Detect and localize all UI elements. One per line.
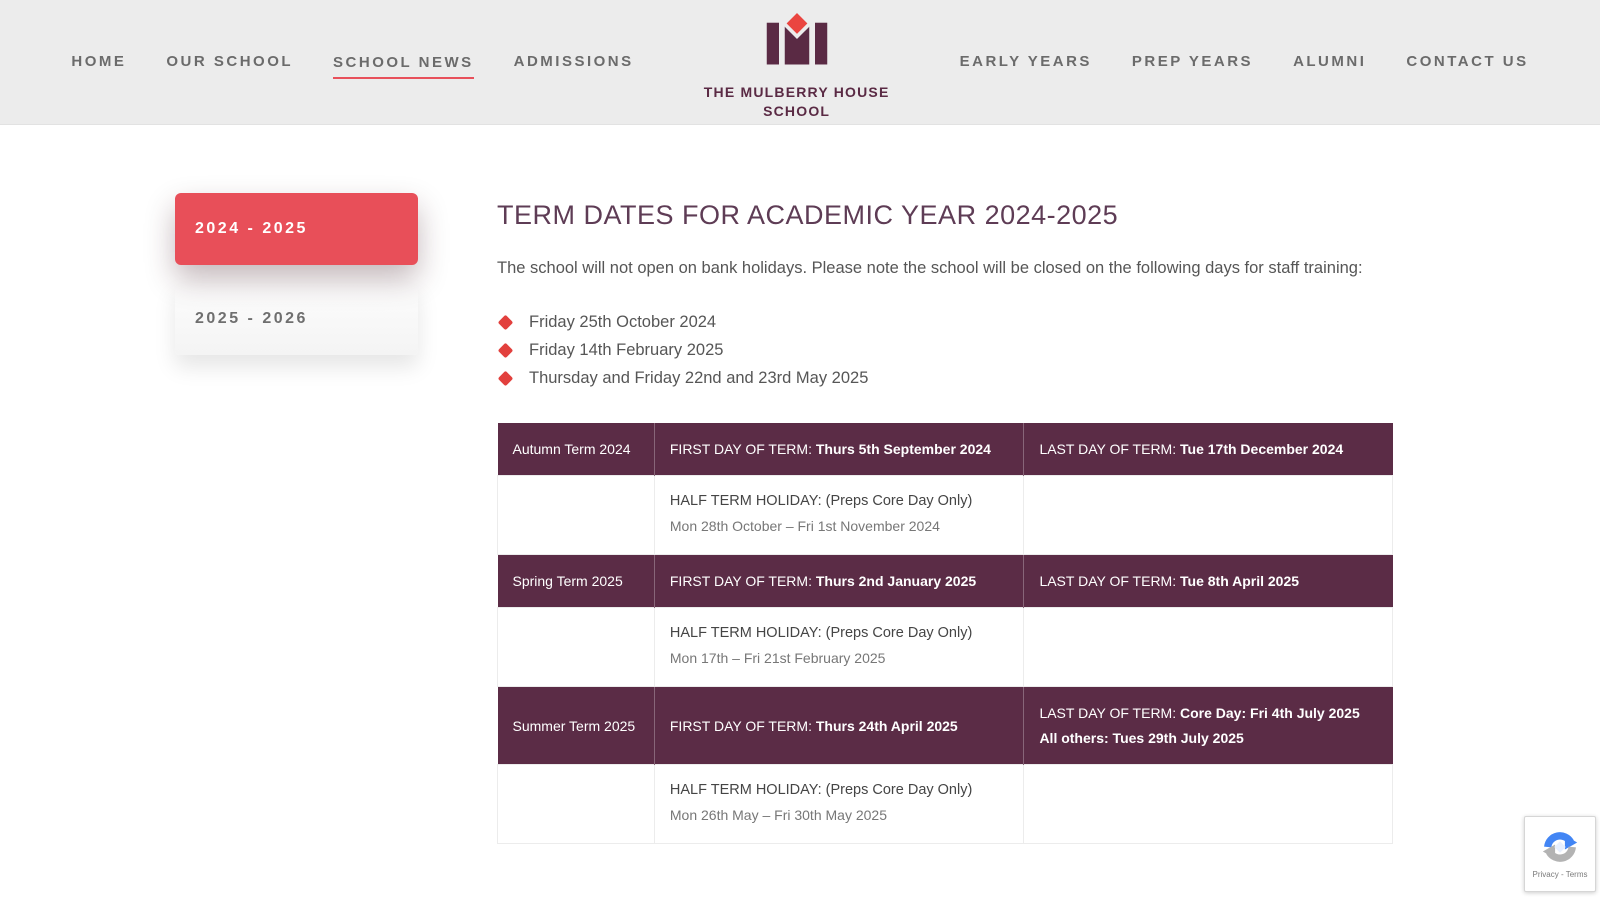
nav-item-our-school[interactable]: OUR SCHOOL <box>166 52 294 70</box>
recaptcha-privacy-terms-link[interactable]: Privacy - Terms <box>1532 870 1588 879</box>
half-term-title: HALF TERM HOLIDAY: (Preps Core Day Only) <box>669 782 973 798</box>
last-day-value: Tue 17th December 2024 <box>1180 441 1344 457</box>
half-term-dates: Mon 28th October – Fri 1st November 2024 <box>669 518 940 534</box>
nav-item-early-years[interactable]: EARLY YEARS <box>959 52 1092 70</box>
half-term-cell <box>654 476 1024 555</box>
logo-name-line1: THE MULBERRY HOUSE <box>703 84 890 101</box>
logo-text <box>704 83 890 121</box>
diamond-bullet-icon <box>498 342 514 358</box>
nav-item-prep-years[interactable]: PREP YEARS <box>1131 52 1254 70</box>
half-term-cell <box>654 608 1024 687</box>
site-header <box>0 0 1600 125</box>
list-item <box>497 364 1393 392</box>
diamond-bullet-icon <box>498 314 514 330</box>
term-name-cell: Autumn Term 2024 <box>498 423 655 476</box>
term-name-cell: Summer Term 2025 <box>498 687 655 765</box>
last-day-value-core: Core Day: Fri 4th July 2025 <box>1180 705 1360 721</box>
closure-day-text: Thursday and Friday 22nd and 23rd May 2025 <box>529 369 869 387</box>
half-term-title: HALF TERM HOLIDAY: (Preps Core Day Only) <box>669 493 973 509</box>
year-button-2025-2026[interactable]: 2025 - 2026 <box>175 283 418 355</box>
school-logo[interactable] <box>702 3 892 121</box>
half-term-dates: Mon 26th May – Fri 30th May 2025 <box>669 807 887 823</box>
nav-item-contact-us[interactable]: CONTACT US <box>1406 52 1529 70</box>
nav-item-home[interactable]: HOME <box>71 52 127 70</box>
first-day-cell <box>654 423 1024 476</box>
half-term-cell <box>654 765 1024 844</box>
empty-cell <box>1024 608 1393 687</box>
term-name-cell: Spring Term 2025 <box>498 555 655 608</box>
empty-cell <box>498 765 655 844</box>
recaptcha-icon <box>1542 829 1578 865</box>
first-day-value: Thurs 2nd January 2025 <box>815 573 977 589</box>
closure-day-text: Friday 25th October 2024 <box>529 313 717 331</box>
nav-item-school-news[interactable]: SCHOOL NEWS <box>333 54 474 79</box>
mulberry-m-icon <box>761 3 833 77</box>
nav-item-admissions[interactable]: ADMISSIONS <box>513 52 634 70</box>
last-day-cell <box>1024 423 1393 476</box>
table-row-summer-half-term <box>498 765 1393 844</box>
first-day-value: Thurs 5th September 2024 <box>815 441 991 457</box>
last-day-label: LAST DAY OF TERM: <box>1039 573 1177 589</box>
list-item <box>497 308 1393 336</box>
list-item <box>497 336 1393 364</box>
last-day-cell <box>1024 555 1393 608</box>
half-term-dates: Mon 17th – Fri 21st February 2025 <box>669 650 886 666</box>
first-day-label: FIRST DAY OF TERM: <box>669 573 812 589</box>
term-dates-table <box>497 423 1393 844</box>
empty-cell <box>1024 476 1393 555</box>
empty-cell <box>1024 765 1393 844</box>
page-title: TERM DATES FOR ACADEMIC YEAR 2024-2025 <box>497 200 1119 230</box>
intro-paragraph: The school will not open on bank holidays. Please note the school will be closed on the following days for staff training: <box>497 259 1363 277</box>
empty-cell <box>498 608 655 687</box>
table-row-autumn-term <box>498 423 1393 476</box>
diamond-bullet-icon <box>498 370 514 386</box>
last-day-label: LAST DAY OF TERM: <box>1039 441 1177 457</box>
nav-right <box>960 53 1529 72</box>
empty-cell <box>498 476 655 555</box>
table-row-spring-term <box>498 555 1393 608</box>
last-day-value: Tue 8th April 2025 <box>1180 573 1300 589</box>
table-row-autumn-half-term <box>498 476 1393 555</box>
table-row-spring-half-term <box>498 608 1393 687</box>
nav-left <box>71 53 633 72</box>
first-day-cell <box>654 555 1024 608</box>
year-sidebar <box>175 193 418 355</box>
logo-name-line2: SCHOOL <box>763 103 831 119</box>
year-button-2024-2025[interactable]: 2024 - 2025 <box>175 193 418 265</box>
half-term-title: HALF TERM HOLIDAY: (Preps Core Day Only) <box>669 625 973 641</box>
term-dates-content <box>497 200 1393 844</box>
first-day-value: Thurs 24th April 2025 <box>815 717 958 734</box>
closure-day-text: Friday 14th February 2025 <box>529 341 724 359</box>
table-row-summer-term <box>498 687 1393 765</box>
first-day-label: FIRST DAY OF TERM: <box>669 441 812 457</box>
first-day-cell <box>654 687 1024 765</box>
closure-days-list <box>497 308 1393 392</box>
nav-item-alumni[interactable]: ALUMNI <box>1293 52 1367 70</box>
recaptcha-badge[interactable] <box>1524 816 1596 892</box>
last-day-label: LAST DAY OF TERM: <box>1039 705 1177 721</box>
first-day-label: FIRST DAY OF TERM: <box>669 717 812 734</box>
last-day-cell <box>1024 687 1393 765</box>
last-day-value-others: All others: Tues 29th July 2025 <box>1039 730 1244 746</box>
